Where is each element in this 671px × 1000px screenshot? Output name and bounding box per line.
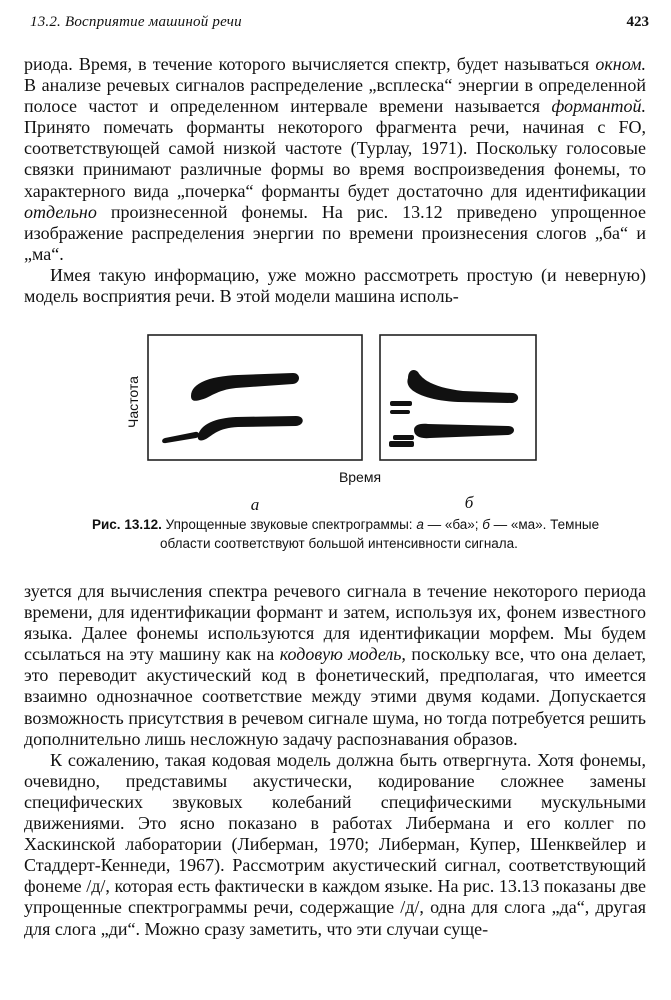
panel-b-nasal-mark-1 (390, 401, 412, 406)
term-otdelno: отдельно (24, 201, 97, 222)
paragraph-3-text-2: поскольку все, что она делает, это переводит акустический код в фонетический, предполагая, что имеется взаимно однозначное соответствие между этими двумя кодами. Допускается возможность присутствия в речевом сигнале шума, но тогда потребуется решить дополнительно лишь несложную задачу распознавания образов. (24, 644, 646, 749)
panel-b-label: б (464, 493, 474, 512)
paragraph-2: Имея такую информацию, уже можно рассмотреть простую (и неверную) модель восприятия речи. В этой модели машина исполь- (24, 264, 646, 307)
figure-caption (92, 515, 644, 553)
panel-a-upper-formant (191, 373, 299, 401)
term-formanta: формантой. (551, 96, 646, 117)
paragraph-4: К сожалению, такая кодовая модель должна быть отвергнута. Хотя фонемы, очевидно, представимы акустически, кодирование сложнее замены специфических звуковых колебаний специфическими мускульными движениями. Это ясно показано в работах Либермана и его коллег по Хаскинской лаборатории (Либерман, 1970; Либерман, Купер, Шенквейлер и Стаддерт-Кеннеди, 1967). Рассмотрим акустический сигнал, соответствующий фонеме /д/, которая есть фактически в каждом языке. На рис. 13.13 показаны две упрощенные спектрограммы речи, содержащие /д/, одна для слога „да“, другая для слога „ди“. Можно сразу заметить, что эти случаи суще- (24, 749, 646, 939)
term-kodovaya-model: кодовую модель, (279, 644, 406, 665)
caption-text-2: — «ба»; (423, 517, 483, 532)
caption-a-marker: а (416, 517, 424, 532)
caption-line-2: области соответствуют большой интенсивности сигнала. (160, 536, 518, 551)
running-head: 13.2. Восприятие машиной речи (30, 14, 242, 30)
panel-a-lower-formant (198, 416, 303, 440)
page-number: 423 (626, 14, 649, 30)
panel-b-nasal-mark-2 (390, 410, 410, 414)
caption-text-3: — «ма». Темные (489, 517, 600, 532)
panel-b-nasal-mark-3 (393, 435, 414, 440)
paragraph-3 (24, 581, 646, 750)
paragraph-1-text-4: произнесенной фонемы. На рис. 13.12 приведено упрощенное изображение распределения энергии по времени произнесения слогов „ба“ и „ма“. (24, 201, 646, 264)
figure-13-12 (118, 330, 548, 515)
paragraph-1-text-3: Принято помечать форманты некоторого фрагмента речи, начиная с FO, соответствующей самой низкой частоте (Турлау, 1971). Поскольку голосовые связки принимают различные формы во время воспроизведения фонемы, то характерного вида „почерка“ форманты будет достаточно для идентификации (24, 117, 646, 201)
term-okno: окном. (595, 54, 646, 74)
spectrogram-figure (118, 330, 548, 515)
text-block-bottom (24, 581, 646, 940)
text-block-top (24, 54, 646, 307)
paragraph-1-text-1: риода. Время, в течение которого вычисляется спектр, будет называться (24, 54, 596, 74)
caption-label: Рис. 13.12. (92, 517, 162, 532)
x-axis-label: Время (338, 469, 382, 485)
panel-a-voice-bar (162, 432, 199, 443)
panel-b-upper-formant (407, 370, 518, 403)
panel-b-nasal-mark-4 (389, 441, 414, 447)
paragraph-1 (24, 54, 646, 265)
panel-a-frame (148, 335, 362, 460)
panel-b-lower-formant (414, 424, 514, 438)
y-axis-label: Частота (125, 376, 141, 428)
paragraph-1-text-2: В анализе речевых сигналов распределение „всплеска“ энергии в определенной полосе частот и определенном интервале времени называется (24, 75, 646, 117)
caption-text-1: Упрощенные звуковые спектрограммы: (165, 517, 417, 532)
caption-b-marker: б (482, 517, 490, 532)
panel-a-label: а (250, 495, 260, 514)
paragraph-3-text-1: зуется для вычисления спектра речевого сигнала в течение некоторого периода времени, для идентификации формант и затем, используя их, фонем известного языка. Далее фонемы используются для идентификации морфем. Мы будем ссылаться на эту машину как на (24, 581, 646, 665)
